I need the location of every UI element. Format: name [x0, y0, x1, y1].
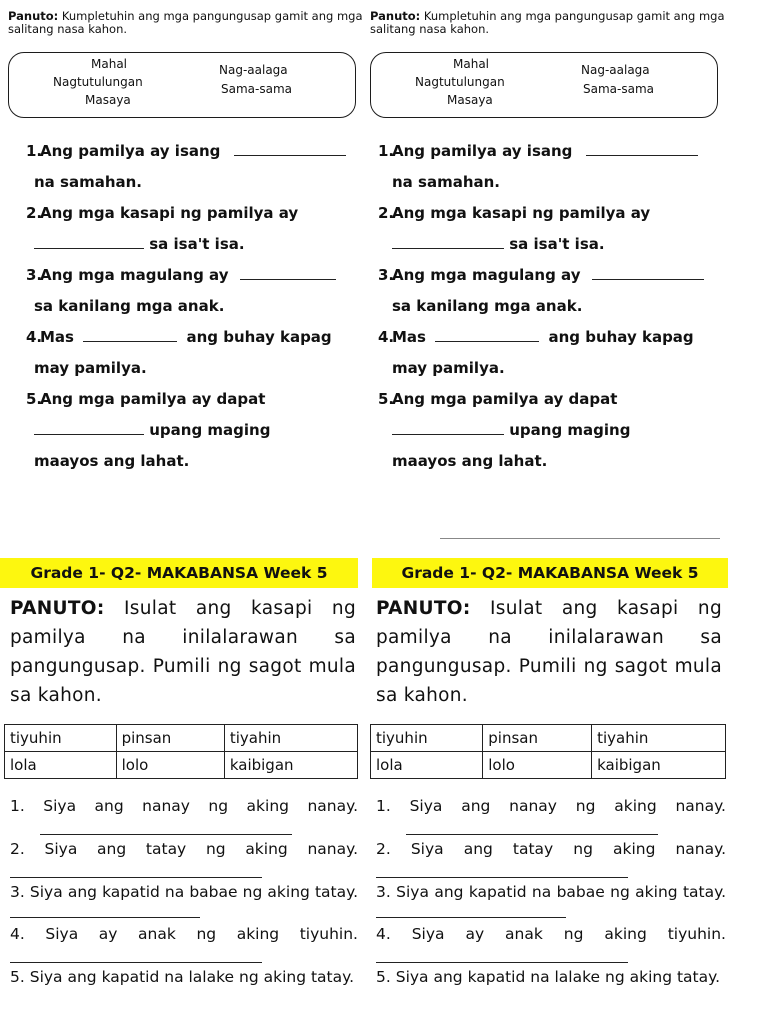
- answer-blank[interactable]: [10, 904, 200, 918]
- question-text: Siya ang kapatid na babae ng aking tatay.: [396, 883, 726, 901]
- word-box: [8, 52, 356, 118]
- word-cell: lolo: [483, 752, 592, 779]
- fill-item-5: [370, 384, 730, 477]
- item-continuation: sa kanilang mga anak.: [392, 297, 583, 315]
- fill-item-4: [8, 322, 368, 384]
- divider-rule: [440, 538, 720, 539]
- item-continuation: may pamilya.: [392, 359, 505, 377]
- question-number: 3.: [10, 883, 25, 901]
- fill-item-2: [370, 198, 730, 260]
- word-cell: pinsan: [116, 725, 224, 752]
- item-continuation: maayos ang lahat.: [34, 452, 190, 470]
- word-box-item: Sama-sama: [221, 82, 292, 96]
- question-number: 5.: [10, 968, 25, 986]
- item-number: 1.: [378, 142, 395, 160]
- word-box-item: Masaya: [447, 93, 493, 107]
- item-text: Ang mga magulang ay: [40, 266, 229, 284]
- question-2: [10, 839, 358, 860]
- item-continuation: sa isa't isa.: [149, 235, 245, 253]
- directions-text: Isulat ang kasapi ng pamilya na inilalarawan sa pangungusap. Pumili ng sagot mula sa kahon.: [376, 598, 722, 706]
- answer-blank[interactable]: [234, 142, 346, 156]
- item-number: 4.: [26, 328, 43, 346]
- word-box: [370, 52, 718, 118]
- fill-item-1: [370, 136, 730, 198]
- question-number: 4.: [376, 925, 391, 943]
- item-text: Ang mga magulang ay: [392, 266, 581, 284]
- worksheet-bottom-left: [0, 544, 366, 1024]
- fill-item-5: [8, 384, 368, 477]
- worksheet-top-left: [8, 0, 368, 480]
- directions: [376, 594, 722, 710]
- answer-blank[interactable]: [586, 142, 698, 156]
- item-text: Mas: [392, 328, 426, 346]
- question-5: [376, 967, 726, 988]
- question-number: 3.: [376, 883, 391, 901]
- fill-in-list: [8, 136, 368, 477]
- directions-text: Kumpletuhin ang mga pangungusap gamit ang mga salitang nasa kahon.: [370, 9, 725, 36]
- question-text: Siya ang kapatid na lalake ng aking tatay.: [29, 968, 355, 986]
- word-cell: lola: [371, 752, 483, 779]
- item-continuation: na samahan.: [34, 173, 143, 191]
- word-box-item: Nag-aalaga: [219, 63, 288, 77]
- answer-blank[interactable]: [376, 949, 628, 963]
- item-text-after: ang buhay kapag: [548, 328, 694, 346]
- fill-in-list: [370, 136, 730, 477]
- word-cell: tiyahin: [592, 725, 726, 752]
- item-number: 5.: [26, 390, 43, 408]
- question-text: Siya ay anak ng aking tiyuhin.: [411, 925, 726, 943]
- item-number: 3.: [26, 266, 43, 284]
- word-box-item: Nagtutulungan: [415, 75, 505, 89]
- question-list: [376, 796, 726, 988]
- item-text-after: ang buhay kapag: [186, 328, 332, 346]
- worksheet-top-right: [370, 0, 730, 480]
- word-cell: tiyuhin: [371, 725, 483, 752]
- word-cell: pinsan: [483, 725, 592, 752]
- item-number: 2.: [26, 204, 43, 222]
- question-number: 1.: [10, 797, 25, 815]
- question-number: 5.: [376, 968, 391, 986]
- word-box-item: Mahal: [453, 57, 489, 71]
- answer-blank[interactable]: [406, 821, 658, 835]
- question-3: [376, 882, 726, 924]
- fill-item-2: [8, 198, 368, 260]
- directions: [10, 594, 356, 710]
- fill-item-3: [370, 260, 730, 322]
- item-number: 4.: [378, 328, 395, 346]
- item-number: 3.: [378, 266, 395, 284]
- directions-label: Panuto:: [8, 9, 59, 23]
- answer-blank[interactable]: [592, 266, 704, 280]
- answer-blank[interactable]: [392, 421, 504, 435]
- question-1: [376, 796, 726, 817]
- item-continuation: sa kanilang mga anak.: [34, 297, 225, 315]
- word-box-item: Masaya: [85, 93, 131, 107]
- grade-banner: Grade 1- Q2- MAKABANSA Week 5: [0, 558, 358, 588]
- question-4: [10, 924, 358, 945]
- word-cell: kaibigan: [592, 752, 726, 779]
- word-box-item: Nagtutulungan: [53, 75, 143, 89]
- worksheet-bottom-right: [366, 544, 734, 1024]
- directions-label: PANUTO:: [376, 598, 471, 619]
- word-cell: kaibigan: [224, 752, 357, 779]
- item-continuation: na samahan.: [392, 173, 501, 191]
- question-list: [10, 796, 358, 988]
- answer-blank[interactable]: [10, 864, 262, 878]
- item-text: Ang pamilya ay isang: [40, 142, 221, 160]
- fill-item-3: [8, 260, 368, 322]
- fill-item-4: [370, 322, 730, 384]
- item-number: 1.: [26, 142, 43, 160]
- question-text: Siya ang tatay ng aking nanay.: [44, 840, 358, 858]
- word-box-item: Mahal: [91, 57, 127, 71]
- answer-blank[interactable]: [435, 328, 539, 342]
- item-text: Mas: [40, 328, 74, 346]
- question-number: 2.: [376, 840, 391, 858]
- directions: [370, 10, 730, 36]
- question-number: 4.: [10, 925, 25, 943]
- word-table: [4, 724, 358, 779]
- item-continuation: upang maging: [149, 421, 271, 439]
- question-text: Siya ang kapatid na lalake ng aking tatay.: [395, 968, 721, 986]
- question-text: Siya ang kapatid na babae ng aking tatay.: [29, 883, 358, 901]
- item-text: Ang mga pamilya ay dapat: [40, 390, 266, 408]
- question-number: 2.: [10, 840, 25, 858]
- question-text: Siya ang tatay ng aking nanay.: [410, 840, 726, 858]
- item-continuation: may pamilya.: [34, 359, 147, 377]
- answer-blank[interactable]: [392, 235, 504, 249]
- item-text: Ang pamilya ay isang: [392, 142, 573, 160]
- directions-label: Panuto:: [370, 9, 421, 23]
- word-box-item: Sama-sama: [583, 82, 654, 96]
- item-text: Ang mga kasapi ng pamilya ay: [40, 204, 299, 222]
- item-text: Ang mga pamilya ay dapat: [392, 390, 618, 408]
- answer-blank[interactable]: [10, 949, 262, 963]
- question-4: [376, 924, 726, 945]
- grade-banner: Grade 1- Q2- MAKABANSA Week 5: [372, 558, 728, 588]
- word-cell: tiyuhin: [5, 725, 117, 752]
- question-1: [10, 796, 358, 817]
- answer-blank[interactable]: [376, 864, 628, 878]
- item-continuation: upang maging: [509, 421, 631, 439]
- word-cell: lola: [5, 752, 117, 779]
- question-3: [10, 882, 358, 924]
- directions: [8, 10, 368, 36]
- item-continuation: maayos ang lahat.: [392, 452, 548, 470]
- answer-blank[interactable]: [40, 821, 292, 835]
- word-table: [370, 724, 726, 779]
- item-number: 5.: [378, 390, 395, 408]
- word-cell: tiyahin: [224, 725, 357, 752]
- answer-blank[interactable]: [34, 235, 144, 249]
- directions-text: Kumpletuhin ang mga pangungusap gamit ang mga salitang nasa kahon.: [8, 9, 363, 36]
- item-text: Ang mga kasapi ng pamilya ay: [392, 204, 651, 222]
- directions-text: Isulat ang kasapi ng pamilya na inilalarawan sa pangungusap. Pumili ng sagot mula sa kahon.: [10, 598, 356, 706]
- question-5: [10, 967, 358, 988]
- answer-blank[interactable]: [83, 328, 177, 342]
- word-box-item: Nag-aalaga: [581, 63, 650, 77]
- question-text: Siya ang nanay ng aking nanay.: [43, 797, 358, 815]
- answer-blank[interactable]: [34, 421, 144, 435]
- answer-blank[interactable]: [240, 266, 336, 280]
- directions-label: PANUTO:: [10, 598, 105, 619]
- item-number: 2.: [378, 204, 395, 222]
- question-number: 1.: [376, 797, 391, 815]
- question-text: Siya ay anak ng aking tiyuhin.: [45, 925, 358, 943]
- question-text: Siya ang nanay ng aking nanay.: [409, 797, 726, 815]
- fill-item-1: [8, 136, 368, 198]
- answer-blank[interactable]: [376, 904, 566, 918]
- word-cell: lolo: [116, 752, 224, 779]
- item-continuation: sa isa't isa.: [509, 235, 605, 253]
- question-2: [376, 839, 726, 860]
